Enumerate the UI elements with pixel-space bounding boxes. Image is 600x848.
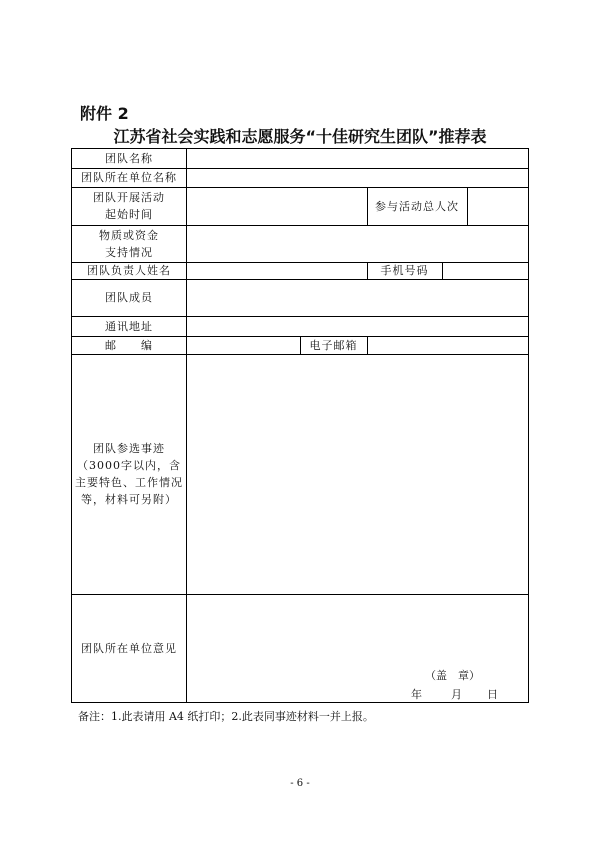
date-month: 月: [451, 688, 462, 701]
support-line-2: 支持情况: [105, 245, 153, 259]
start-time-label: [72, 187, 186, 225]
members-label: 团队成员: [105, 291, 153, 304]
total-participants-label: 参与活动总人次: [375, 199, 459, 213]
team-name-label: 团队名称: [105, 152, 153, 165]
phone-field[interactable]: [443, 262, 528, 279]
unit-name-field[interactable]: [187, 168, 528, 187]
leader-name-field[interactable]: [187, 262, 367, 279]
recommendation-form: [71, 148, 529, 703]
postcode-label: 邮 编: [105, 338, 153, 352]
start-time-line-2: 起始时间: [105, 208, 153, 221]
deeds-field[interactable]: [187, 354, 528, 594]
email-field[interactable]: [368, 336, 528, 354]
team-name-field[interactable]: [187, 149, 528, 168]
total-participants-field[interactable]: [468, 187, 528, 225]
email-label: 电子邮箱: [309, 338, 358, 352]
phone-label: 手机号码: [380, 264, 429, 277]
postcode-field[interactable]: [187, 336, 300, 354]
address-label: 通讯地址: [105, 319, 153, 333]
deeds-line-1: 团队参选事迹: [93, 442, 165, 455]
members-field[interactable]: [187, 279, 528, 316]
deeds-line-3: 主要特色、工作情况: [75, 476, 183, 489]
unit-opinion-field[interactable]: [187, 594, 528, 702]
unit-name-label: 团队所在单位名称: [81, 171, 177, 184]
unit-opinion-label: 团队所在单位意见: [81, 641, 177, 655]
deeds-line-4: 等，材料可另附）: [81, 493, 177, 506]
form-title: 江苏省社会实践和志愿服务“十佳研究生团队”推荐表: [113, 127, 487, 146]
page-number: - 6 -: [290, 778, 310, 789]
footnote: 备注：1.此表请用 A4 纸打印；2.此表同事迹材料一并上报。: [78, 710, 374, 723]
address-field[interactable]: [187, 316, 528, 336]
deeds-label: [72, 354, 186, 594]
support-line-1: 物质或资金: [99, 228, 159, 242]
start-time-field[interactable]: [187, 187, 367, 225]
seal-text: （盖 章）: [425, 669, 480, 682]
support-field[interactable]: [187, 225, 528, 262]
support-label: [72, 225, 186, 262]
date-year: 年: [411, 688, 422, 701]
leader-name-label: 团队负责人姓名: [87, 264, 171, 277]
start-time-line-1: 团队开展活动: [93, 191, 165, 204]
attachment-label: 附件 2: [80, 104, 129, 123]
date-day: 日: [487, 688, 498, 701]
deeds-line-2: （3000字以内，含: [77, 459, 181, 472]
